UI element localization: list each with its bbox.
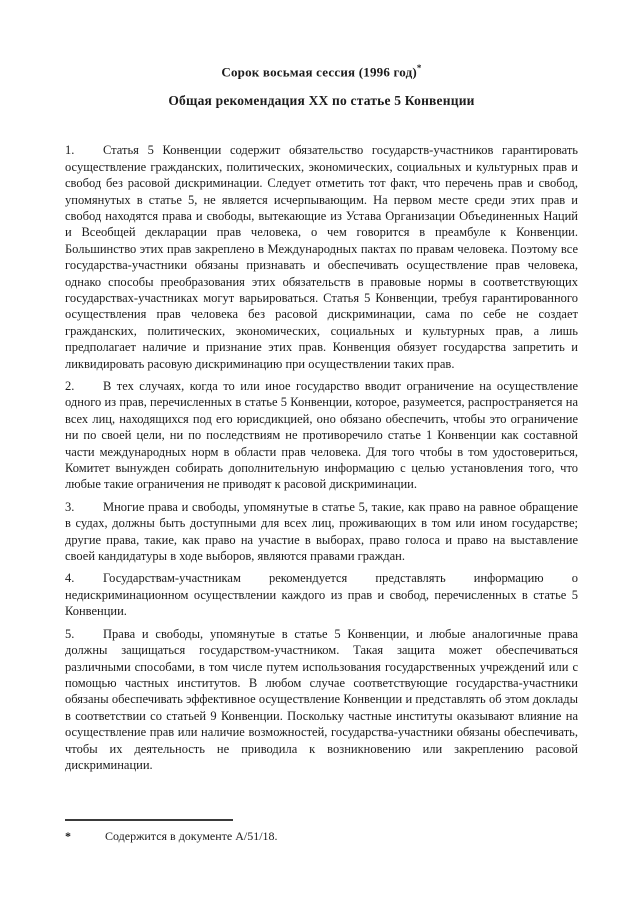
paragraph-number: 4.	[65, 571, 75, 586]
paragraph-number: 5.	[65, 626, 75, 641]
paragraph-list	[65, 142, 578, 773]
footnote-marker: *	[65, 829, 71, 843]
paragraph-text: В тех случаях, когда то или иное государство вводит ограничение на осуществление одного из прав, перечисленных в статье 5 Конвенции, которое, разумеется, распространяется на всех лиц, находящихся под его юрисдикцией, оно обязано обеспечить, чтобы это ограничение ни по своей цели, ни по последствиям не противоречило статье 1 Конвенции как составной части международных норм в области прав человека. Для того чтобы в том удостовериться, Комитет вынужден собирать дополнительную информацию с целью установления того, что любые такие ограничения не приводят к расовой дискриминации.	[65, 379, 578, 492]
footnote-text: Содержится в документе A/51/18.	[105, 829, 278, 843]
numbered-paragraph	[65, 378, 578, 493]
document-title: Общая рекомендация XX по статье 5 Конвенции	[168, 93, 475, 109]
footnote-separator-rule	[65, 819, 233, 821]
paragraph-text: Многие права и свободы, упомянутые в статье 5, такие, как право на равное обращение в судах, должны быть доступными для всех лиц, проживающих в том или ином государстве; другие права, такие, как право на участие в выборах, право голоса и право на выставление своей кандидатуры в ходе выборов, являются правами граждан.	[65, 499, 578, 564]
session-heading	[65, 60, 578, 80]
numbered-paragraph	[65, 570, 578, 619]
footnote-reference-marker: *	[416, 63, 422, 73]
paragraph-number: 1.	[65, 143, 75, 158]
paragraph-text: Государствам-участникам рекомендуется представлять информацию о недискриминационном осуществлении каждого из прав и свобод, перечисленных в статье 5 Конвенции.	[65, 571, 578, 619]
footnote-line	[65, 829, 578, 844]
numbered-paragraph	[65, 499, 578, 565]
paragraph-number: 2.	[65, 379, 75, 394]
paragraph-number: 3.	[65, 499, 75, 514]
paragraph-text: Статья 5 Конвенции содержит обязательство государств-участников гарантировать осуществление гражданских, политических, экономических, социальных и культурных прав и свобод без расовой дискриминации. Следует отметить тот факт, что перечень прав и свобод, упомянутых в статье 5, не является исчерпывающим. На первом месте среди этих прав и свобод находятся права и свободы, вытекающие из Устава Организации Объединенных Наций и Всеобщей декларации прав человека, о чем говорится в преамбуле к Конвенции. Большинство этих прав закреплено в Международных пактах по правам человека. Поэтому все государства-участники обязаны признавать и обеспечивать осуществление прав человека, однако способы преобразования этих обязательств в правовые нормы в соответствующих государствах-участниках могут варьироваться. Статья 5 Конвенции, требуя гарантированного осуществления прав человека без расовой дискриминации, сама по себе не создает гражданских, политических, экономических, социальных и культурных прав, а лишь предполагает наличие и признание этих прав. Конвенция обязует государства запретить и ликвидировать расовую дискриминацию при осуществлении таких прав.	[65, 143, 578, 371]
document-content	[65, 60, 578, 779]
session-heading-text: Сорок восьмая сессия (1996 год)	[221, 64, 417, 80]
footnote	[65, 819, 578, 844]
paragraph-text: Права и свободы, упомянутые в статье 5 Конвенции, и любые аналогичные права должны защищаться государством-участником. Такая защита может обеспечиваться различными способами, в том числе путем использования государственных учреждений или с помощью частных институтов. В любом случае соответствующие государства-участники обязаны обеспечивать эффективное осуществление Конвенции и представлять об этом доклады в соответствии со статьей 9 Конвенции. Поскольку частные институты оказывают влияние на осуществление прав или наличие возможностей, государства-участники обязаны обеспечивать, чтобы их деятельность не приводила к возникновению или закреплению расовой дискриминации.	[65, 626, 578, 772]
numbered-paragraph	[65, 626, 578, 774]
numbered-paragraph	[65, 142, 578, 372]
